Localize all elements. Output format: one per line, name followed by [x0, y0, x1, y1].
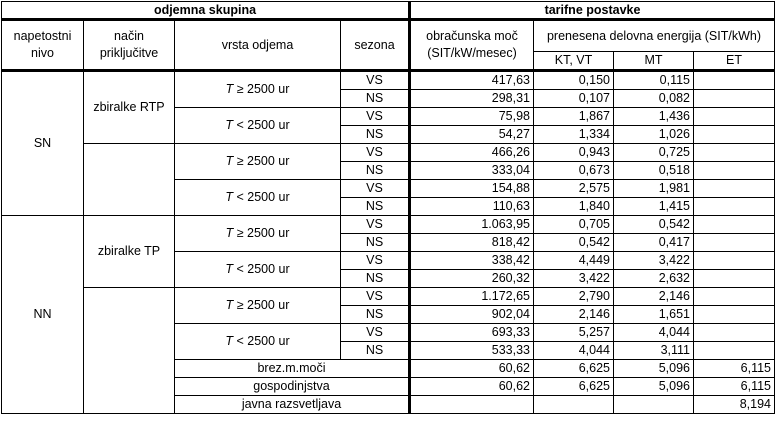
mt-cell	[614, 396, 694, 414]
season-cell: VS	[341, 216, 410, 234]
type-t-ge: T ≥ 2500 ur	[175, 144, 341, 180]
et-cell: 8,194	[694, 396, 775, 414]
kt-cell: 0,542	[534, 234, 614, 252]
kt-cell: 6,625	[534, 360, 614, 378]
voltage-sn: SN	[2, 71, 84, 216]
season-cell: NS	[341, 342, 410, 360]
type-t-lt: T < 2500 ur	[175, 252, 341, 288]
header-row-groups	[2, 2, 775, 20]
connection-rtp: zbiralke RTP	[84, 71, 175, 144]
kt-cell: 6,625	[534, 378, 614, 396]
col-header-et: ET	[694, 52, 775, 71]
mt-cell: 1,436	[614, 108, 694, 126]
et-cell	[694, 252, 775, 270]
mt-cell: 2,632	[614, 270, 694, 288]
power-cell: 110,63	[410, 198, 534, 216]
mt-cell: 0,725	[614, 144, 694, 162]
power-cell: 260,32	[410, 270, 534, 288]
power-cell: 1.063,95	[410, 216, 534, 234]
et-cell	[694, 108, 775, 126]
mt-cell: 4,044	[614, 324, 694, 342]
kt-cell: 0,107	[534, 90, 614, 108]
special-label: gospodinjstva	[175, 378, 410, 396]
kt-cell: 2,790	[534, 288, 614, 306]
power-cell	[410, 396, 534, 414]
kt-cell: 0,705	[534, 216, 614, 234]
power-cell: 902,04	[410, 306, 534, 324]
power-cell: 1.172,65	[410, 288, 534, 306]
kt-cell	[534, 396, 614, 414]
kt-cell: 2,146	[534, 306, 614, 324]
et-cell	[694, 342, 775, 360]
season-cell: NS	[341, 162, 410, 180]
connection-tp: zbiralke TP	[84, 216, 175, 288]
season-cell: VS	[341, 108, 410, 126]
kt-cell: 4,449	[534, 252, 614, 270]
type-t-lt: T < 2500 ur	[175, 108, 341, 144]
et-cell	[694, 288, 775, 306]
kt-cell: 1,334	[534, 126, 614, 144]
et-cell	[694, 306, 775, 324]
season-cell: NS	[341, 198, 410, 216]
et-cell	[694, 162, 775, 180]
kt-cell: 1,867	[534, 108, 614, 126]
mt-cell: 3,422	[614, 252, 694, 270]
season-cell: NS	[341, 126, 410, 144]
table-row	[2, 288, 775, 306]
mt-cell: 0,082	[614, 90, 694, 108]
et-cell	[694, 126, 775, 144]
header-row-columns	[2, 20, 775, 52]
season-cell: NS	[341, 306, 410, 324]
type-t-ge: T ≥ 2500 ur	[175, 216, 341, 252]
tariff-table	[1, 1, 775, 414]
season-cell: VS	[341, 144, 410, 162]
power-cell: 60,62	[410, 378, 534, 396]
col-header-energy: prenesena delovna energija (SIT/kWh)	[534, 20, 775, 52]
mt-cell: 5,096	[614, 378, 694, 396]
et-cell	[694, 324, 775, 342]
connection-empty	[84, 144, 175, 216]
mt-cell: 1,415	[614, 198, 694, 216]
season-cell: NS	[341, 90, 410, 108]
mt-cell: 0,518	[614, 162, 694, 180]
kt-cell: 0,943	[534, 144, 614, 162]
power-cell: 533,33	[410, 342, 534, 360]
col-header-connection: način priključitve	[84, 20, 175, 71]
et-cell	[694, 216, 775, 234]
power-cell: 417,63	[410, 71, 534, 90]
kt-cell: 5,257	[534, 324, 614, 342]
col-header-mt: MT	[614, 52, 694, 71]
et-cell	[694, 90, 775, 108]
type-t-ge: T ≥ 2500 ur	[175, 71, 341, 108]
special-label: javna razsvetljava	[175, 396, 410, 414]
power-cell: 333,04	[410, 162, 534, 180]
et-cell	[694, 180, 775, 198]
mt-cell: 0,417	[614, 234, 694, 252]
et-cell: 6,115	[694, 378, 775, 396]
power-cell: 154,88	[410, 180, 534, 198]
mt-cell: 1,026	[614, 126, 694, 144]
power-cell: 466,26	[410, 144, 534, 162]
col-header-type: vrsta odjema	[175, 20, 341, 71]
power-cell: 54,27	[410, 126, 534, 144]
power-cell: 338,42	[410, 252, 534, 270]
et-cell	[694, 144, 775, 162]
col-header-kt: KT, VT	[534, 52, 614, 71]
season-cell: VS	[341, 324, 410, 342]
type-t-lt: T < 2500 ur	[175, 180, 341, 216]
et-cell	[694, 71, 775, 90]
mt-cell: 2,146	[614, 288, 694, 306]
season-cell: VS	[341, 288, 410, 306]
mt-cell: 1,651	[614, 306, 694, 324]
season-cell: VS	[341, 252, 410, 270]
table-row	[2, 216, 775, 234]
power-cell: 818,42	[410, 234, 534, 252]
voltage-nn: NN	[2, 216, 84, 414]
mt-cell: 0,542	[614, 216, 694, 234]
table-row	[2, 144, 775, 162]
kt-cell: 1,840	[534, 198, 614, 216]
season-cell: VS	[341, 180, 410, 198]
et-cell	[694, 198, 775, 216]
power-cell: 298,31	[410, 90, 534, 108]
kt-cell: 4,044	[534, 342, 614, 360]
kt-cell: 0,150	[534, 71, 614, 90]
et-cell	[694, 270, 775, 288]
power-cell: 693,33	[410, 324, 534, 342]
power-cell: 60,62	[410, 360, 534, 378]
group-header-tarifne: tarifne postavke	[410, 2, 775, 20]
power-cell: 75,98	[410, 108, 534, 126]
col-header-power: obračunska moč (SIT/kW/mesec)	[410, 20, 534, 71]
col-header-season: sezona	[341, 20, 410, 71]
mt-cell: 5,096	[614, 360, 694, 378]
season-cell: VS	[341, 71, 410, 90]
special-label: brez.m.moči	[175, 360, 410, 378]
et-cell	[694, 234, 775, 252]
table-row	[2, 71, 775, 90]
kt-cell: 2,575	[534, 180, 614, 198]
col-header-voltage: napetostni nivo	[2, 20, 84, 71]
season-cell: NS	[341, 234, 410, 252]
kt-cell: 0,673	[534, 162, 614, 180]
kt-cell: 3,422	[534, 270, 614, 288]
mt-cell: 3,111	[614, 342, 694, 360]
connection-empty	[84, 288, 175, 414]
type-t-lt: T < 2500 ur	[175, 324, 341, 360]
et-cell: 6,115	[694, 360, 775, 378]
mt-cell: 0,115	[614, 71, 694, 90]
mt-cell: 1,981	[614, 180, 694, 198]
group-header-odjemna: odjemna skupina	[2, 2, 410, 20]
season-cell: NS	[341, 270, 410, 288]
type-t-ge: T ≥ 2500 ur	[175, 288, 341, 324]
